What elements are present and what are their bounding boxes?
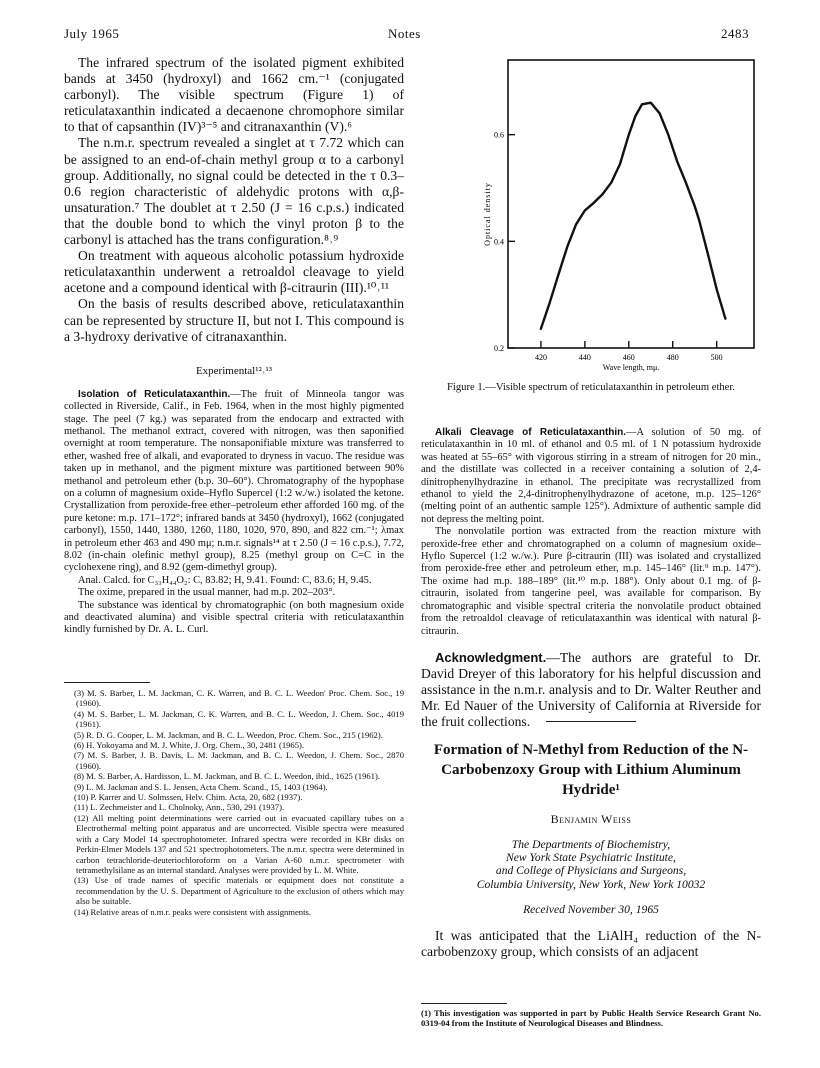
footnote-3: (3) M. S. Barber, L. M. Jackman, C. K. Warren, and B. C. L. Weedon' Proc. Chem. Soc., 19 (1960).	[74, 688, 404, 709]
alkali-paragraph	[421, 427, 761, 526]
footnote-rule-right	[421, 1003, 507, 1004]
figure-caption: Figure 1.—Visible spectrum of reticulataxanthin in petroleum ether.	[447, 382, 735, 393]
footnote-rule	[64, 682, 150, 683]
footnote-13: (13) Use of trade names of specific materials or equipment does not constitute a recommendation by the U. S. Department of Agriculture to the exclusion of others which may also be suitable.	[74, 875, 404, 907]
footnote-14: (14) Relative areas of n.m.r. peaks were consistent with assignments.	[74, 906, 311, 917]
footnote-5: (5) R. D. G. Cooper, L. M. Jackman, and B. C. L. Weedon, Proc. Chem. Soc., 215 (1962).	[74, 729, 383, 740]
footnote-8: (8) M. S. Barber, A. Hardisson, L. M. Jackman, and B. C. L. Weedon, ibid., 1625 (1961).	[74, 771, 380, 782]
running-header-date: July 1965	[64, 26, 120, 41]
experimental-heading: Experimental¹²˒¹³	[195, 364, 273, 377]
right-column	[421, 427, 761, 730]
footnote-11: (11) L. Zechmeister and L. Cholnoky, Ann., 530, 291 (1937).	[74, 802, 285, 813]
oxime-line: The oxime, prepared in the usual manner, had m.p. 202–203°.	[78, 587, 336, 599]
footnote-12: (12) All melting point determinations were carried out in evacuated capillary tubes on a Electrothermal melting point apparatus and are uncorrected. Visible spectra were measured with a Cary Model 14 spectrophotometer. Infrared spectra were recorded in KBr disks on Perkin-Elmer Models 137 and 521 spectrophotometers. The n.m.r. spectra were determined in carbon tetrachloride-deuteriochloroform on a Varian A-60 n.m.r. spectrometer with tetramethylsilane as an internal standard. Analyses were provided by L. M. White.	[74, 812, 404, 875]
x-tick-label-500: 500	[710, 353, 723, 362]
alkali-heading: Alkali Cleavage of Reticulataxanthin.	[435, 427, 627, 438]
acknowledgment-text: —The authors are grateful to Dr. David Dreyer of this laboratory for his helpful discussion and assistance in the n.m.r. analysis and to Dr. Walter Reuther and Mr. Ed Nauer of the University of California at Riverside for the fruit collections.	[421, 649, 761, 730]
opening-paragraph: It was anticipated that the LiAlH₄ reduction of the N-carbobenzoxy group, which consists of an adjacent	[421, 927, 761, 959]
affiliation-line-3: and College of Physicians and Surgeons,	[495, 864, 687, 878]
footnote-10: (10) P. Karrer and U. Solmssen, Helv. Chim. Acta, 20, 682 (1937).	[74, 792, 303, 803]
intro-paragraph-3: On treatment with aqueous alcoholic potassium hydroxide reticulataxanthin underwent a retroaldol cleavage to yield acetone and a compound identical with β-citraurin (III).¹⁰˒¹¹	[64, 248, 404, 296]
axis-ticks	[494, 131, 723, 362]
page-number: 2483	[721, 26, 749, 41]
x-tick-label-440: 440	[578, 353, 591, 362]
x-tick-label-420: 420	[534, 353, 547, 362]
footnotes	[64, 688, 404, 917]
running-header-section: Notes	[388, 26, 421, 41]
affiliation	[421, 838, 761, 891]
plot-frame	[508, 60, 754, 348]
acknowledgment-heading: Acknowledgment.	[435, 649, 547, 665]
identity-paragraph: The substance was identical by chromatographic (on both magnesium oxide and deactivated alumina) and visible spectral criteria with reticulataxanthin kindly furnished by Dr. A. L. Curl.	[64, 599, 404, 636]
x-tick-label-460: 460	[622, 353, 635, 362]
footnote-1: (1) This investigation was supported in part by Public Health Service Research Grant No. 0319-04 from the Institute of Neurological Diseases and Blindness.	[421, 1008, 761, 1029]
article-title: Formation of N-Methyl from Reduction of the N-Carbobenzoxy Group with Lithium Aluminum Hydride¹	[433, 742, 749, 798]
nonvolatile-paragraph: The nonvolatile portion was extracted from the reaction mixture with peroxide-free ether and chromatographed on a column of magnesium oxide–Hyflo Supercel (1:2 w./w.). Pure β-citraurin (III) was isolated and crystallized from peroxide-free ether and petroleum ether, m.p. 145–146° (lit.⁹ m.p. 147°). The oxime had m.p. 188–189° (lit.¹⁰ m.p. 188°). Only about 0.1 mg. of β-citraurin, isolated from tangerine peel, was available for comparison. By chromatographic and visible spectral criteria the nonvolatile product obtained from the retroaldol cleavage of reticulataxanthin was identical with natural β-citraurin.	[421, 526, 761, 637]
x-axis-label: Wave length, mμ.	[602, 363, 660, 372]
affiliation-line-1: The Departments of Biochemistry,	[511, 838, 671, 851]
y-tick-label-0.2: 0.2	[494, 344, 504, 353]
acknowledgment-paragraph	[421, 650, 761, 730]
footnote-7: (7) M. S. Barber, J. B. Davis, L. M. Jackman, and B. C. L. Weedon, J. Chem. Soc., 2870 (1960).	[74, 750, 404, 771]
section-rule	[546, 721, 636, 722]
footnote-6: (6) H. Yokoyama and M. J. White, J. Org. Chem., 30, 2481 (1965).	[74, 740, 305, 751]
intro-paragraph-4: On the basis of results described above, reticulataxanthin can be represented by structure II, but not I. This compound is a 3-hydroxy derivative of citranaxanthin.	[64, 296, 404, 344]
y-tick-label-0.6: 0.6	[494, 130, 504, 140]
isolation-paragraph	[64, 389, 404, 575]
analysis-line: Anal. Calcd. for C₃₃H₄₄O₂: C, 83.82; H, 9.41. Found: C, 83.6; H, 9.45.	[78, 574, 372, 586]
isolation-text: —The fruit of Minneola tangor was collected in Riverside, Calif., in Feb. 1964, when in the most highly pigmented stage. The peel (7 kg.) was separated from the endocarp and extracted with methanol. The methanol extract, covered with nitrogen, was then saponified overnight at room temperature. The nonsaponifiable mixture was transferred to ether, washed free of alkali, and evaporated to dryness in vacuo. The residue was taken up in methanol, and the pigment mixture was partitioned between 90% methanol and petroleum ether (b.p. 30–60°). Chromatography of the hypophase on a column of magnesium oxide–Hyflo Supercel (1:2 w./w.) isolated the ketone. Crystallization from peroxide-free ether–petroleum ether afforded 160 mg. of the pure ketone: m.p. 171–172°; infrared bands at 3450 (hydroxyl), 1662 (conjugated carbonyl), 1550, 1440, 1380, 1260, 1180, 1020, 970, 890, and 822 cm.⁻¹; λmax in petroleum ether 463 and 490 mμ; n.m.r. signals¹⁴ at τ 2.50 (J = 16 c.p.s.), 7.72, 8.02 (in-chain olefinic methyl group), 8.25 (methyl group on C=C in the cyclohexene ring), and 8.92 (gem-dimethyl group).	[64, 388, 404, 574]
x-tick-label-480: 480	[666, 353, 679, 362]
intro-paragraph-1: The infrared spectrum of the isolated pigment exhibited bands at 3450 (hydroxyl) and 1662 cm.⁻¹ (conjugated carbonyl). The visible spectrum (Figure 1) of reticulataxanthin indicated a decaenone chromophore similar to that of capsanthin (IV)³⁻⁵ and citranaxanthin (V).⁶	[64, 55, 404, 135]
footnote-4: (4) M. S. Barber, L. M. Jackman, C. K. Warren, and B. C. L. Weedon, J. Chem. Soc., 4019 (1961).	[74, 708, 404, 730]
spectrum-curve	[541, 103, 726, 329]
y-axis-label: Optical density	[483, 182, 492, 246]
spectrum-chart	[470, 52, 770, 372]
alkali-text: —A solution of 50 mg. of reticulataxanthin in 10 ml. of ethanol and 0.5 ml. of 1 N potassium hydroxide was heated at 55–65° with vigorous stirring in a stream of nitrogen for 20 min., and the distillate was collected in a receiver containing a solution of 2,4-dinitrophenylhydrazine in ethanol. The precipitate was recrystallized from ethanol to yield the 2,4-dinitrophenylhydrazone of acetone, m.p. 125–126° (melting point of an authentic sample 125°). Admixture of authentic sample did not depress the melting point.	[421, 427, 761, 525]
affiliation-line-4: Columbia University, New York, New York 10032	[476, 877, 706, 891]
new-article	[421, 740, 761, 960]
left-column	[64, 55, 404, 637]
isolation-heading: Isolation of Reticulataxanthin.	[78, 388, 231, 400]
footnote-9: (9) L. M. Jackman and S. L. Jensen, Acta Chem. Scand., 15, 1403 (1964).	[74, 781, 328, 792]
affiliation-line-2: New York State Psychiatric Institute,	[506, 851, 676, 865]
y-tick-label-0.4: 0.4	[494, 237, 504, 247]
received-date: Received November 30, 1965	[523, 902, 659, 916]
intro-paragraph-2: The n.m.r. spectrum revealed a singlet at τ 7.72 which can be assigned to an end-of-chain methyl group α to a carbonyl group. Additionally, no signal could be detected in the τ 0.3–0.6 region characteristic of aldehydic protons with α,β-unsaturation.⁷ The doublet at τ 2.50 (J = 16 c.p.s.) indicated that the double bond to which the vinyl proton β to the carbonyl is attached has the trans configuration.⁸˒⁹	[64, 135, 404, 248]
article-author: Benjamin Weiss	[550, 812, 632, 826]
